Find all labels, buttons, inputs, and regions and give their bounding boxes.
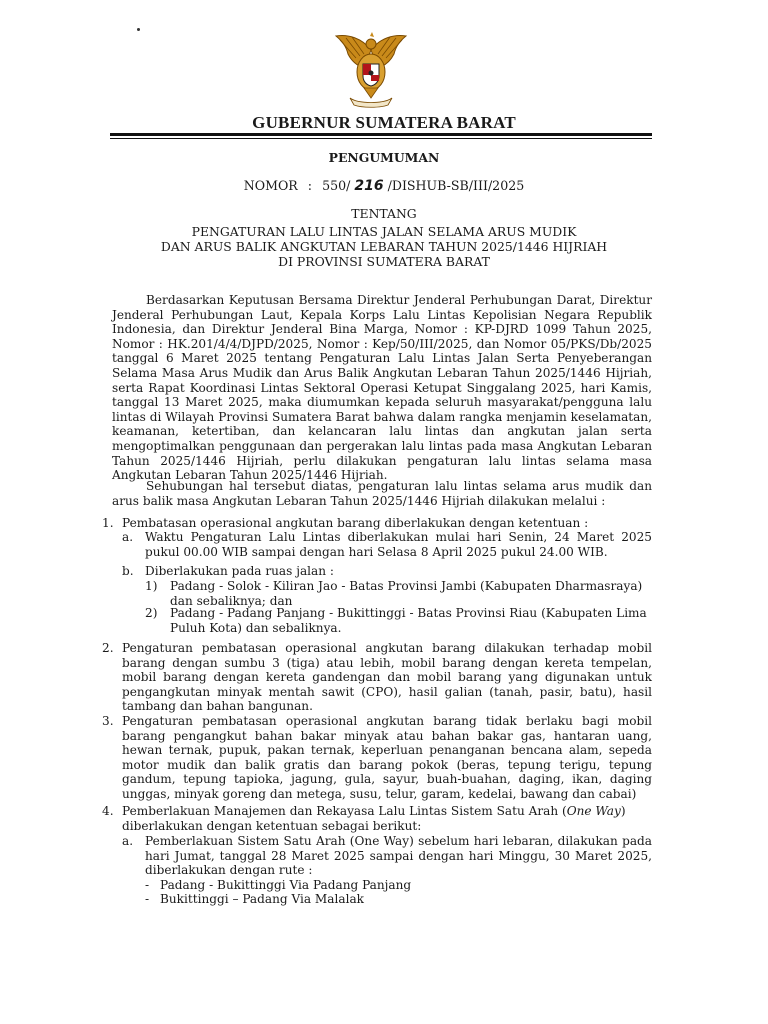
- nomor-handwritten: 216: [354, 178, 384, 194]
- scan-speck: [137, 28, 140, 31]
- announcement-label: PENGUMUMAN: [328, 150, 440, 165]
- item-1b-text: Diberlakukan pada ruas jalan :: [145, 564, 334, 578]
- paragraph-intro: Berdasarkan Keputusan Bersama Direktur Jenderal Perhubungan Darat, Direktur Jenderal Perhubungan Laut, Kepala Korps Lalu Lintas Kepolisian Negara Republik Indonesia, dan Direktur Jenderal Bina Marga, Nomor : KP-DJRD 1099 Tahun 2025, Nomor : HK.201/4/4/DJPD/2025, Nomor : Kep/50/III/2025, dan Nomor 05/PKS/Db/2025 tanggal 6 Maret 2025 tentang Pengaturan Lalu Lintas Jalan Serta Penyeberangan Selama Masa Arus Mudik dan Arus Balik Angkutan Lebaran Tahun 2025/1446 Hijriah, serta Rapat Koordinasi Lintas Sektoral Operasi Ketupat Singgalang 2025, hari Kamis, tanggal 13 Maret 2025, maka diumumkan kepada seluruh masyarakat/pengguna lalu lintas di Wilayah Provinsi Sumatera Barat bahwa dalam rangka menjamin keselamatan, keamanan, ketertiban, dan kelancaran lalu lintas dan angkutan jalan serta mengoptimalkan penggunaan dan pergerakan lalu lintas pada masa Angkutan Lebaran Tahun 2025/1446 Hijriah, perlu dilakukan pengaturan lalu lintas selama masa Angkutan Lebaran Tahun 2025/1446 Hijriah.: [112, 293, 652, 483]
- item-4-text-b: ) diberlakukan dengan ketentuan sebagai berikut:: [122, 804, 626, 833]
- document-number: [0, 178, 768, 194]
- item-1b2-text: Padang - Padang Panjang - Bukittinggi - Batas Provinsi Riau (Kabupaten Lima Puluh Kota) dan sebaliknya.: [170, 606, 647, 635]
- item-1b1-number: 1): [145, 579, 158, 593]
- item-4-number: 4.: [102, 804, 114, 818]
- nomor-separator: :: [307, 178, 313, 193]
- item-3-text: Pengaturan pembatasan operasional angkutan barang tidak berlaku bagi mobil barang pengangkut bahan bakar minyak atau bahan bakar gas, hantaran uang, hewan ternak, pupuk, pakan ternak, keperluan penanganan bencana alam, sepeda motor mudik dan balik gratis dan barang pokok (beras, tepung terigu, tepung gandum, tepung tapioka, jagung, gula, sayur, buah-buahan, daging, ikan, daging unggas, minyak goreng dan metega, susu, telur, garam, kedelai, bawang dan cabai): [122, 714, 652, 801]
- item-1b2-number: 2): [145, 606, 158, 620]
- nomor-prefix: NOMOR: [243, 178, 298, 193]
- item-2-text: Pengaturan pembatasan operasional angkutan barang dilakukan terhadap mobil barang dengan sumbu 3 (tiga) atau lebih, mobil barang dengan kereta tempelan, mobil barang dengan kereta gandengan dan mobil barang yang digunakan untuk pengangkutan minyak mentah sawit (CPO), hasil galian (tanah, pasir, batu), hasil tambang dan bahan bangunan.: [122, 641, 652, 714]
- item-4a-text: Pemberlakuan Sistem Satu Arah (One Way) sebelum hari lebaran, dilakukan pada hari Jumat, tanggal 28 Maret 2025 sampai dengan hari Minggu, 30 Maret 2025, diberlakukan dengan rute :: [145, 834, 652, 878]
- item-1a-text: Waktu Pengaturan Lalu Lintas diberlakukan mulai hari Senin, 24 Maret 2025 pukul 00.00 WIB sampai dengan hari Selasa 8 April 2025 pukul 24.00 WIB.: [145, 530, 652, 559]
- item-4-text-emphasis: One Way: [566, 804, 621, 818]
- item-1-text: Pembatasan operasional angkutan barang diberlakukan dengan ketentuan :: [122, 516, 589, 530]
- subject-line-2: DAN ARUS BALIK ANGKUTAN LEBARAN TAHUN 2025/1446 HIJRIAH: [160, 239, 608, 254]
- subject-line-3: DI PROVINSI SUMATERA BARAT: [278, 254, 490, 269]
- nomor-part-b: /DISHUB-SB/III/2025: [387, 178, 525, 193]
- route-2-dash: -: [145, 892, 150, 906]
- item-1b1-text: Padang - Solok - Kiliran Jao - Batas Provinsi Jambi (Kabupaten Dharmasraya) dan sebaliknya; dan: [170, 579, 643, 608]
- item-1a-letter: a.: [122, 530, 134, 544]
- route-2-text: Bukittinggi – Padang Via Malalak: [160, 892, 364, 906]
- route-1-dash: -: [145, 878, 150, 892]
- header-rule-thin: [110, 138, 652, 139]
- item-4a-letter: a.: [122, 834, 134, 848]
- item-3-number: 3.: [102, 714, 114, 728]
- item-1b-letter: b.: [122, 564, 134, 578]
- item-4-text: [122, 804, 652, 833]
- governor-title: GUBERNUR SUMATERA BARAT: [252, 113, 516, 132]
- subject-line-1: PENGATURAN LALU LINTAS JALAN SELAMA ARUS MUDIK: [191, 224, 577, 239]
- garuda-emblem-icon: [326, 28, 416, 108]
- header-rule-thick: [110, 133, 652, 136]
- nomor-part-a: 550/: [322, 178, 351, 193]
- item-2-number: 2.: [102, 641, 114, 655]
- item-4-text-a: Pemberlakuan Manajemen dan Rekayasa Lalu Lintas Sistem Satu Arah (: [122, 804, 567, 818]
- item-1-number: 1.: [102, 516, 114, 530]
- route-1-text: Padang - Bukittinggi Via Padang Panjang: [160, 878, 412, 892]
- paragraph-transition: Sehubungan hal tersebut diatas, pengaturan lalu lintas selama arus mudik dan arus balik masa Angkutan Lebaran Tahun 2025/1446 Hijriah dilakukan melalui :: [112, 479, 652, 508]
- tentang-label: TENTANG: [351, 206, 417, 221]
